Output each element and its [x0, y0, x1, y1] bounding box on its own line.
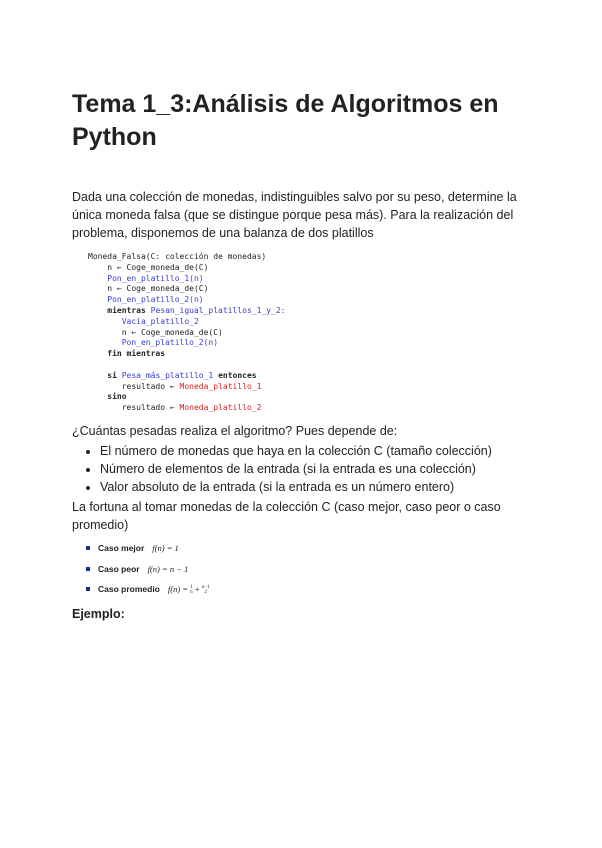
list-item: • Valor absoluto de la entrada (si la entrada es un número entero): [100, 478, 542, 496]
list-item: • Número de elementos de la entrada (si la entrada es una colección): [100, 460, 542, 478]
list-item: Caso promedio f(n) = 1 n + n−1 2: [86, 579, 542, 600]
bullet-icon: [86, 546, 90, 550]
bullet-icon: [86, 567, 90, 571]
bullet-icon: [86, 587, 90, 591]
question-text: ¿Cuántas pesadas realiza el algoritmo? Pues depende de:: [72, 423, 398, 438]
example-heading: Ejemplo:: [72, 607, 125, 622]
list-item: • El número de monedas que haya en la colección C (tamaño colección): [100, 442, 542, 460]
cases-list: [86, 538, 542, 600]
list-item: Caso mejor f(n) = 1: [86, 538, 542, 559]
list-item: Caso peor f(n) = n − 1: [86, 558, 542, 579]
fortune-text: La fortuna al tomar monedas de la colección C (caso mejor, caso peor o caso promedio): [72, 499, 501, 532]
page-title: Tema 1_3:Análisis de Algoritmos en Python: [72, 90, 499, 151]
intro-paragraph: Dada una colección de monedas, indistinguibles salvo por su peso, determine la única moneda falsa (que se distingue porque pesa más). Para la realización del problema, disponemos de una balanza de dos platillos: [72, 190, 517, 240]
pseudocode-block: Moneda_Falsa(C: colección de monedas) n ← Coge_moneda_de(C) Pon_en_platillo_1(n) n ← Coge_moneda_de(C) Pon_en_platillo_2(n) mientras Pesan_igual_platillos_1_y_2: Vacía_platillo_2 n ← Coge_moneda_de(C) Pon_en_platillo_2(n) fin mientras si Pesa_más_platillo_1 entonces resultado ← Moneda_platillo_1 sino resultado ← Moneda_platillo_2: [88, 252, 286, 413]
factors-list: [72, 442, 542, 496]
